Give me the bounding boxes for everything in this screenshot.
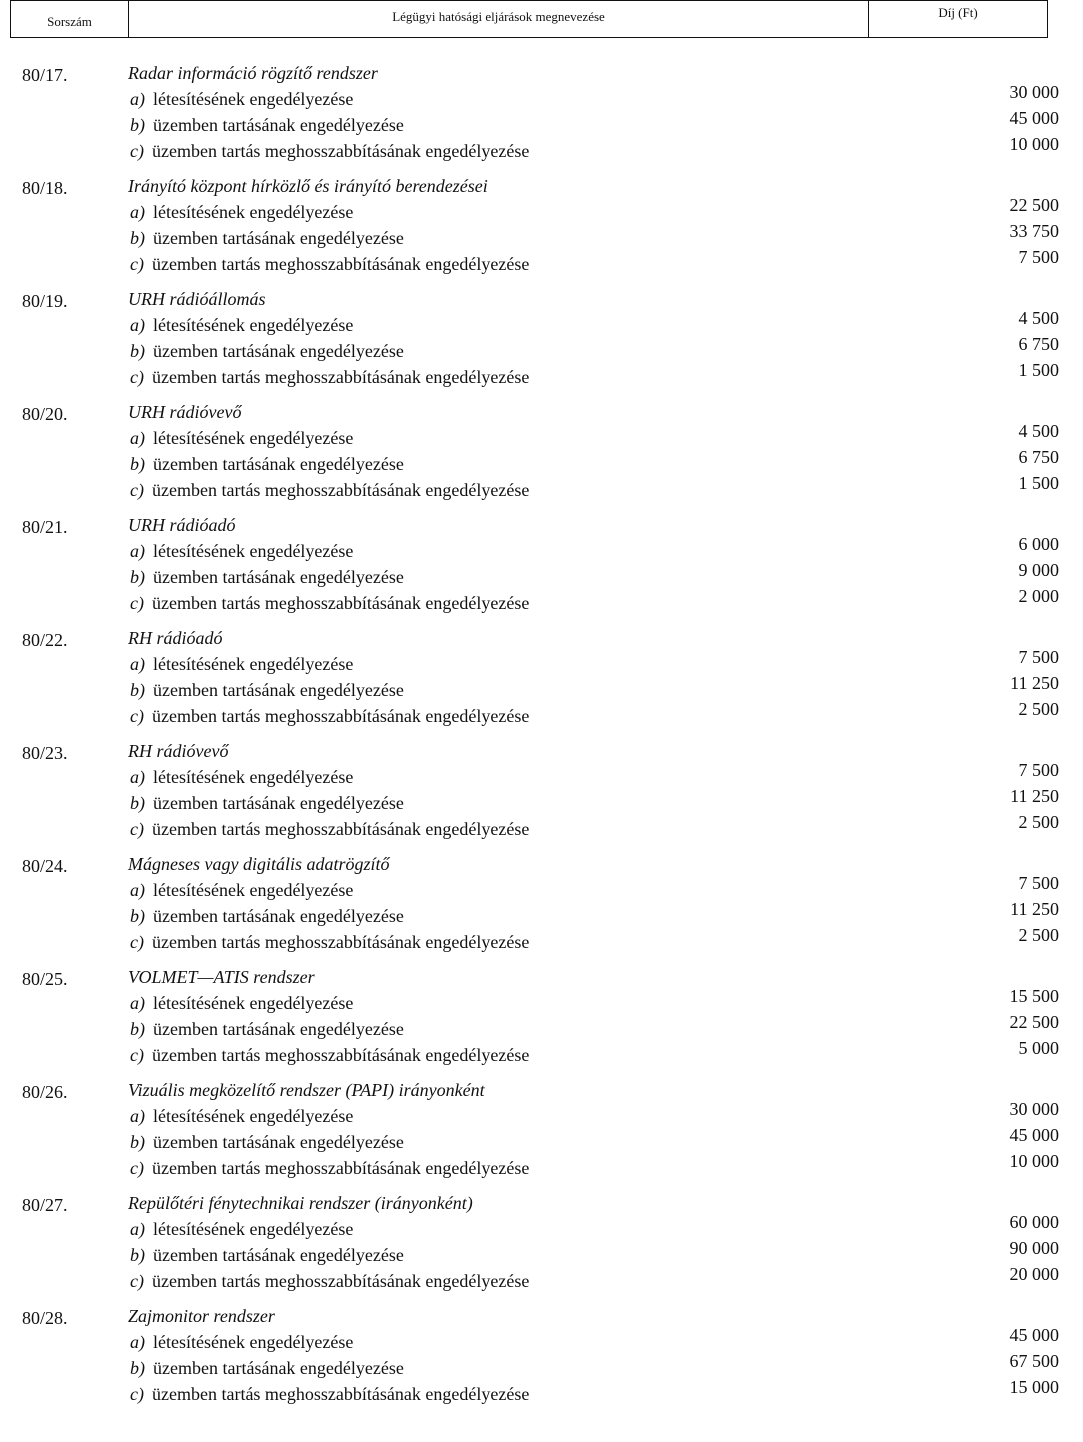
fee-section (0, 854, 1083, 967)
item-description: üzemben tartásának engedélyezése (153, 454, 404, 474)
item-fee: 30 000 (1009, 1099, 1059, 1119)
item-description: létesítésének engedélyezése (153, 880, 354, 900)
fee-section (0, 967, 1083, 1080)
item-fee: 5 000 (1018, 1038, 1059, 1058)
item-letter: a) (130, 1332, 145, 1352)
item-fee: 2 500 (1018, 925, 1059, 945)
fee-item-row (130, 760, 1059, 791)
item-fee: 2 500 (1018, 699, 1059, 719)
item-letter: b) (130, 906, 145, 926)
header-number-column: Sorszám (11, 1, 129, 37)
fee-item-row (130, 925, 1059, 956)
item-description: üzemben tartás meghosszabbításának engedélyezése (151, 1271, 530, 1291)
item-description: létesítésének engedélyezése (153, 89, 354, 109)
fee-section (0, 515, 1083, 628)
section-number: 80/24. (22, 856, 68, 876)
item-fee: 67 500 (1009, 1351, 1059, 1371)
fee-item-row (130, 586, 1059, 617)
item-description: üzemben tartásának engedélyezése (153, 1132, 404, 1152)
item-fee: 6 750 (1018, 447, 1059, 467)
fee-item-row (130, 812, 1059, 843)
fee-sections (0, 63, 1083, 1419)
item-fee: 6 000 (1018, 534, 1059, 554)
item-letter: b) (130, 1358, 145, 1378)
item-letter: c) (130, 480, 144, 500)
fee-section (0, 1080, 1083, 1193)
fee-item-row (130, 221, 1059, 252)
item-description: létesítésének engedélyezése (153, 1219, 354, 1239)
fee-item-row (130, 360, 1059, 391)
table-header (10, 0, 1048, 38)
item-letter: a) (130, 428, 145, 448)
item-letter: c) (130, 1384, 144, 1404)
fee-item-row (130, 1012, 1059, 1043)
section-number: 80/19. (22, 291, 68, 311)
fee-item-row (130, 560, 1059, 591)
item-description: létesítésének engedélyezése (153, 428, 354, 448)
item-description: üzemben tartásának engedélyezése (153, 115, 404, 135)
fee-section (0, 1193, 1083, 1306)
item-letter: c) (130, 141, 144, 161)
item-fee: 10 000 (1009, 134, 1059, 154)
fee-item-row (130, 1264, 1059, 1295)
fee-item-row (130, 108, 1059, 139)
fee-item-row (130, 82, 1059, 113)
section-number: 80/22. (22, 630, 68, 650)
item-letter: c) (130, 254, 144, 274)
fee-item-row (130, 534, 1059, 565)
item-description: üzemben tartás meghosszabbításának engedélyezése (151, 367, 530, 387)
item-fee: 15 500 (1009, 986, 1059, 1006)
item-description: létesítésének engedélyezése (153, 654, 354, 674)
item-letter: c) (130, 706, 144, 726)
item-letter: b) (130, 1245, 145, 1265)
item-description: létesítésének engedélyezése (153, 315, 354, 335)
item-letter: b) (130, 680, 145, 700)
fee-item-row (130, 1377, 1059, 1408)
fee-item-row (130, 421, 1059, 452)
item-fee: 60 000 (1009, 1212, 1059, 1232)
fee-item-row (130, 699, 1059, 730)
item-letter: b) (130, 1019, 145, 1039)
item-letter: c) (130, 367, 144, 387)
item-fee: 22 500 (1009, 1012, 1059, 1032)
item-fee: 11 250 (1010, 786, 1059, 806)
fee-item-row (130, 1099, 1059, 1130)
fee-item-row (130, 334, 1059, 365)
item-description: üzemben tartásának engedélyezése (153, 1245, 404, 1265)
header-fee-column: Díj (Ft) (938, 5, 978, 20)
item-description: üzemben tartás meghosszabbításának engedélyezése (151, 254, 530, 274)
item-fee: 45 000 (1009, 1125, 1059, 1145)
item-fee: 4 500 (1018, 308, 1059, 328)
item-letter: b) (130, 115, 145, 135)
item-fee: 15 000 (1009, 1377, 1059, 1397)
fee-section (0, 176, 1083, 289)
item-fee: 7 500 (1018, 760, 1059, 780)
fee-item-row (130, 134, 1059, 165)
item-letter: a) (130, 880, 145, 900)
fee-section (0, 289, 1083, 402)
section-title: Zajmonitor rendszer (128, 1306, 275, 1326)
fee-item-row (130, 786, 1059, 817)
item-description: üzemben tartásának engedélyezése (153, 341, 404, 361)
item-description: üzemben tartás meghosszabbításának engedélyezése (151, 1045, 530, 1065)
section-number: 80/17. (22, 65, 68, 85)
item-description: üzemben tartás meghosszabbításának engedélyezése (151, 1158, 530, 1178)
item-description: üzemben tartásának engedélyezése (153, 1358, 404, 1378)
item-fee: 45 000 (1009, 1325, 1059, 1345)
item-letter: a) (130, 993, 145, 1013)
section-title: Repülőtéri fénytechnikai rendszer (irányonként) (128, 1193, 473, 1213)
item-letter: c) (130, 1045, 144, 1065)
item-letter: a) (130, 1219, 145, 1239)
fee-item-row (130, 1351, 1059, 1382)
item-description: létesítésének engedélyezése (153, 767, 354, 787)
item-description: létesítésének engedélyezése (153, 541, 354, 561)
item-letter: a) (130, 1106, 145, 1126)
item-description: létesítésének engedélyezése (153, 993, 354, 1013)
item-description: üzemben tartásának engedélyezése (153, 793, 404, 813)
item-fee: 10 000 (1009, 1151, 1059, 1171)
section-number: 80/25. (22, 969, 68, 989)
item-description: üzemben tartásának engedélyezése (153, 567, 404, 587)
fee-item-row (130, 247, 1059, 278)
item-fee: 2 500 (1018, 812, 1059, 832)
item-description: létesítésének engedélyezése (153, 1332, 354, 1352)
item-description: üzemben tartás meghosszabbításának engedélyezése (151, 1384, 530, 1404)
item-letter: c) (130, 1158, 144, 1178)
item-fee: 11 250 (1010, 673, 1059, 693)
item-fee: 9 000 (1018, 560, 1059, 580)
fee-section (0, 1306, 1083, 1419)
section-number: 80/27. (22, 1195, 68, 1215)
item-letter: b) (130, 567, 145, 587)
item-fee: 7 500 (1018, 873, 1059, 893)
item-description: létesítésének engedélyezése (153, 202, 354, 222)
section-number: 80/21. (22, 517, 68, 537)
fee-item-row (130, 986, 1059, 1017)
fee-item-row (130, 1151, 1059, 1182)
section-number: 80/28. (22, 1308, 68, 1328)
item-description: üzemben tartásának engedélyezése (153, 228, 404, 248)
section-title: URH rádióadó (128, 515, 236, 535)
item-letter: c) (130, 593, 144, 613)
section-title: RH rádióadó (128, 628, 223, 648)
section-title: Radar információ rögzítő rendszer (128, 63, 378, 83)
fee-item-row (130, 1038, 1059, 1069)
fee-item-row (130, 473, 1059, 504)
header-name-column: Légügyi hatósági eljárások megnevezése (129, 1, 869, 37)
item-fee: 4 500 (1018, 421, 1059, 441)
item-fee: 20 000 (1009, 1264, 1059, 1284)
item-fee: 7 500 (1018, 247, 1059, 267)
section-number: 80/26. (22, 1082, 68, 1102)
item-letter: c) (130, 932, 144, 952)
item-description: üzemben tartásának engedélyezése (153, 906, 404, 926)
fee-section (0, 63, 1083, 176)
section-title: RH rádióvevő (128, 741, 229, 761)
section-number: 80/18. (22, 178, 68, 198)
item-letter: a) (130, 202, 145, 222)
item-letter: a) (130, 654, 145, 674)
item-fee: 90 000 (1009, 1238, 1059, 1258)
fee-item-row (130, 873, 1059, 904)
item-fee: 7 500 (1018, 647, 1059, 667)
item-description: üzemben tartás meghosszabbításának engedélyezése (151, 480, 530, 500)
item-description: üzemben tartásának engedélyezése (153, 680, 404, 700)
section-title: Vizuális megközelítő rendszer (PAPI) irányonként (128, 1080, 485, 1100)
fee-item-row (130, 647, 1059, 678)
fee-item-row (130, 1238, 1059, 1269)
fee-item-row (130, 195, 1059, 226)
section-number: 80/23. (22, 743, 68, 763)
fee-section (0, 741, 1083, 854)
section-number: 80/20. (22, 404, 68, 424)
item-fee: 11 250 (1010, 899, 1059, 919)
item-letter: b) (130, 793, 145, 813)
fee-item-row (130, 899, 1059, 930)
fee-item-row (130, 447, 1059, 478)
item-letter: b) (130, 454, 145, 474)
item-fee: 2 000 (1018, 586, 1059, 606)
item-fee: 45 000 (1009, 108, 1059, 128)
item-description: üzemben tartás meghosszabbításának engedélyezése (151, 141, 530, 161)
item-description: üzemben tartásának engedélyezése (153, 1019, 404, 1039)
fee-item-row (130, 308, 1059, 339)
fee-item-row (130, 673, 1059, 704)
fee-section (0, 402, 1083, 515)
section-title: VOLMET—ATIS rendszer (128, 967, 315, 987)
section-title: Mágneses vagy digitális adatrögzítő (128, 854, 390, 874)
item-fee: 1 500 (1018, 473, 1059, 493)
item-description: üzemben tartás meghosszabbításának engedélyezése (151, 593, 530, 613)
fee-section (0, 628, 1083, 741)
item-letter: a) (130, 89, 145, 109)
item-description: létesítésének engedélyezése (153, 1106, 354, 1126)
item-description: üzemben tartás meghosszabbításának engedélyezése (151, 706, 530, 726)
section-title: Irányító központ hírközlő és irányító berendezései (128, 176, 488, 196)
fee-item-row (130, 1125, 1059, 1156)
item-fee: 30 000 (1009, 82, 1059, 102)
item-fee: 22 500 (1009, 195, 1059, 215)
section-title: URH rádióállomás (128, 289, 266, 309)
item-description: üzemben tartás meghosszabbításának engedélyezése (151, 819, 530, 839)
item-fee: 33 750 (1009, 221, 1059, 241)
item-letter: b) (130, 228, 145, 248)
item-fee: 1 500 (1018, 360, 1059, 380)
item-letter: c) (130, 1271, 144, 1291)
fee-item-row (130, 1212, 1059, 1243)
item-letter: b) (130, 1132, 145, 1152)
section-title: URH rádióvevő (128, 402, 242, 422)
item-letter: a) (130, 767, 145, 787)
item-fee: 6 750 (1018, 334, 1059, 354)
item-description: üzemben tartás meghosszabbításának engedélyezése (151, 932, 530, 952)
fee-item-row (130, 1325, 1059, 1356)
item-letter: b) (130, 341, 145, 361)
item-letter: a) (130, 315, 145, 335)
item-letter: a) (130, 541, 145, 561)
item-letter: c) (130, 819, 144, 839)
